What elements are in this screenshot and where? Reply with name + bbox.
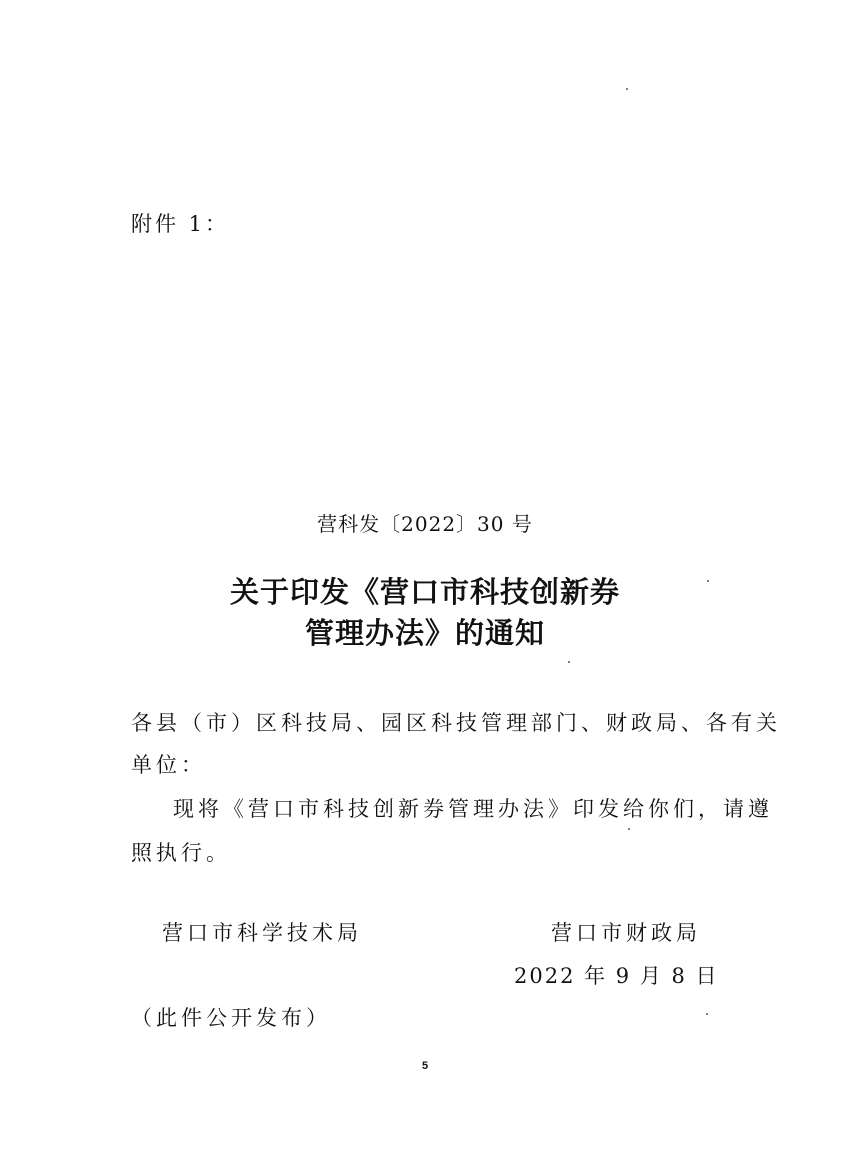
scan-speck — [628, 828, 630, 830]
recipients-line-2: 单位： — [131, 753, 206, 777]
scan-speck — [707, 580, 709, 582]
document-title-line-2: 管理办法》的通知 — [304, 616, 545, 650]
scan-speck — [706, 1013, 708, 1015]
body-paragraph-line-2: 照执行。 — [131, 841, 231, 865]
body-paragraph-line-1: 现将《营口市科技创新券管理办法》印发给你们，请遵 — [173, 797, 773, 821]
document-title-line-1: 关于印发《营口市科技创新券 — [229, 575, 620, 609]
issue-date: 2022 年 9 月 8 日 — [514, 964, 719, 988]
public-release-note: （此件公开发布） — [131, 1006, 331, 1030]
attachment-label: 附件 1： — [131, 212, 230, 236]
page-number: 5 — [421, 1060, 429, 1072]
issuer-science-bureau: 营口市科学技术局 — [162, 921, 362, 945]
recipients-line-1: 各县（市）区科技局、园区科技管理部门、财政局、各有关 — [131, 711, 781, 735]
scan-speck — [626, 88, 628, 90]
scan-speck — [568, 661, 570, 663]
document-number: 营科发〔2022〕30 号 — [317, 512, 533, 536]
issuer-finance-bureau: 营口市财政局 — [551, 921, 701, 945]
